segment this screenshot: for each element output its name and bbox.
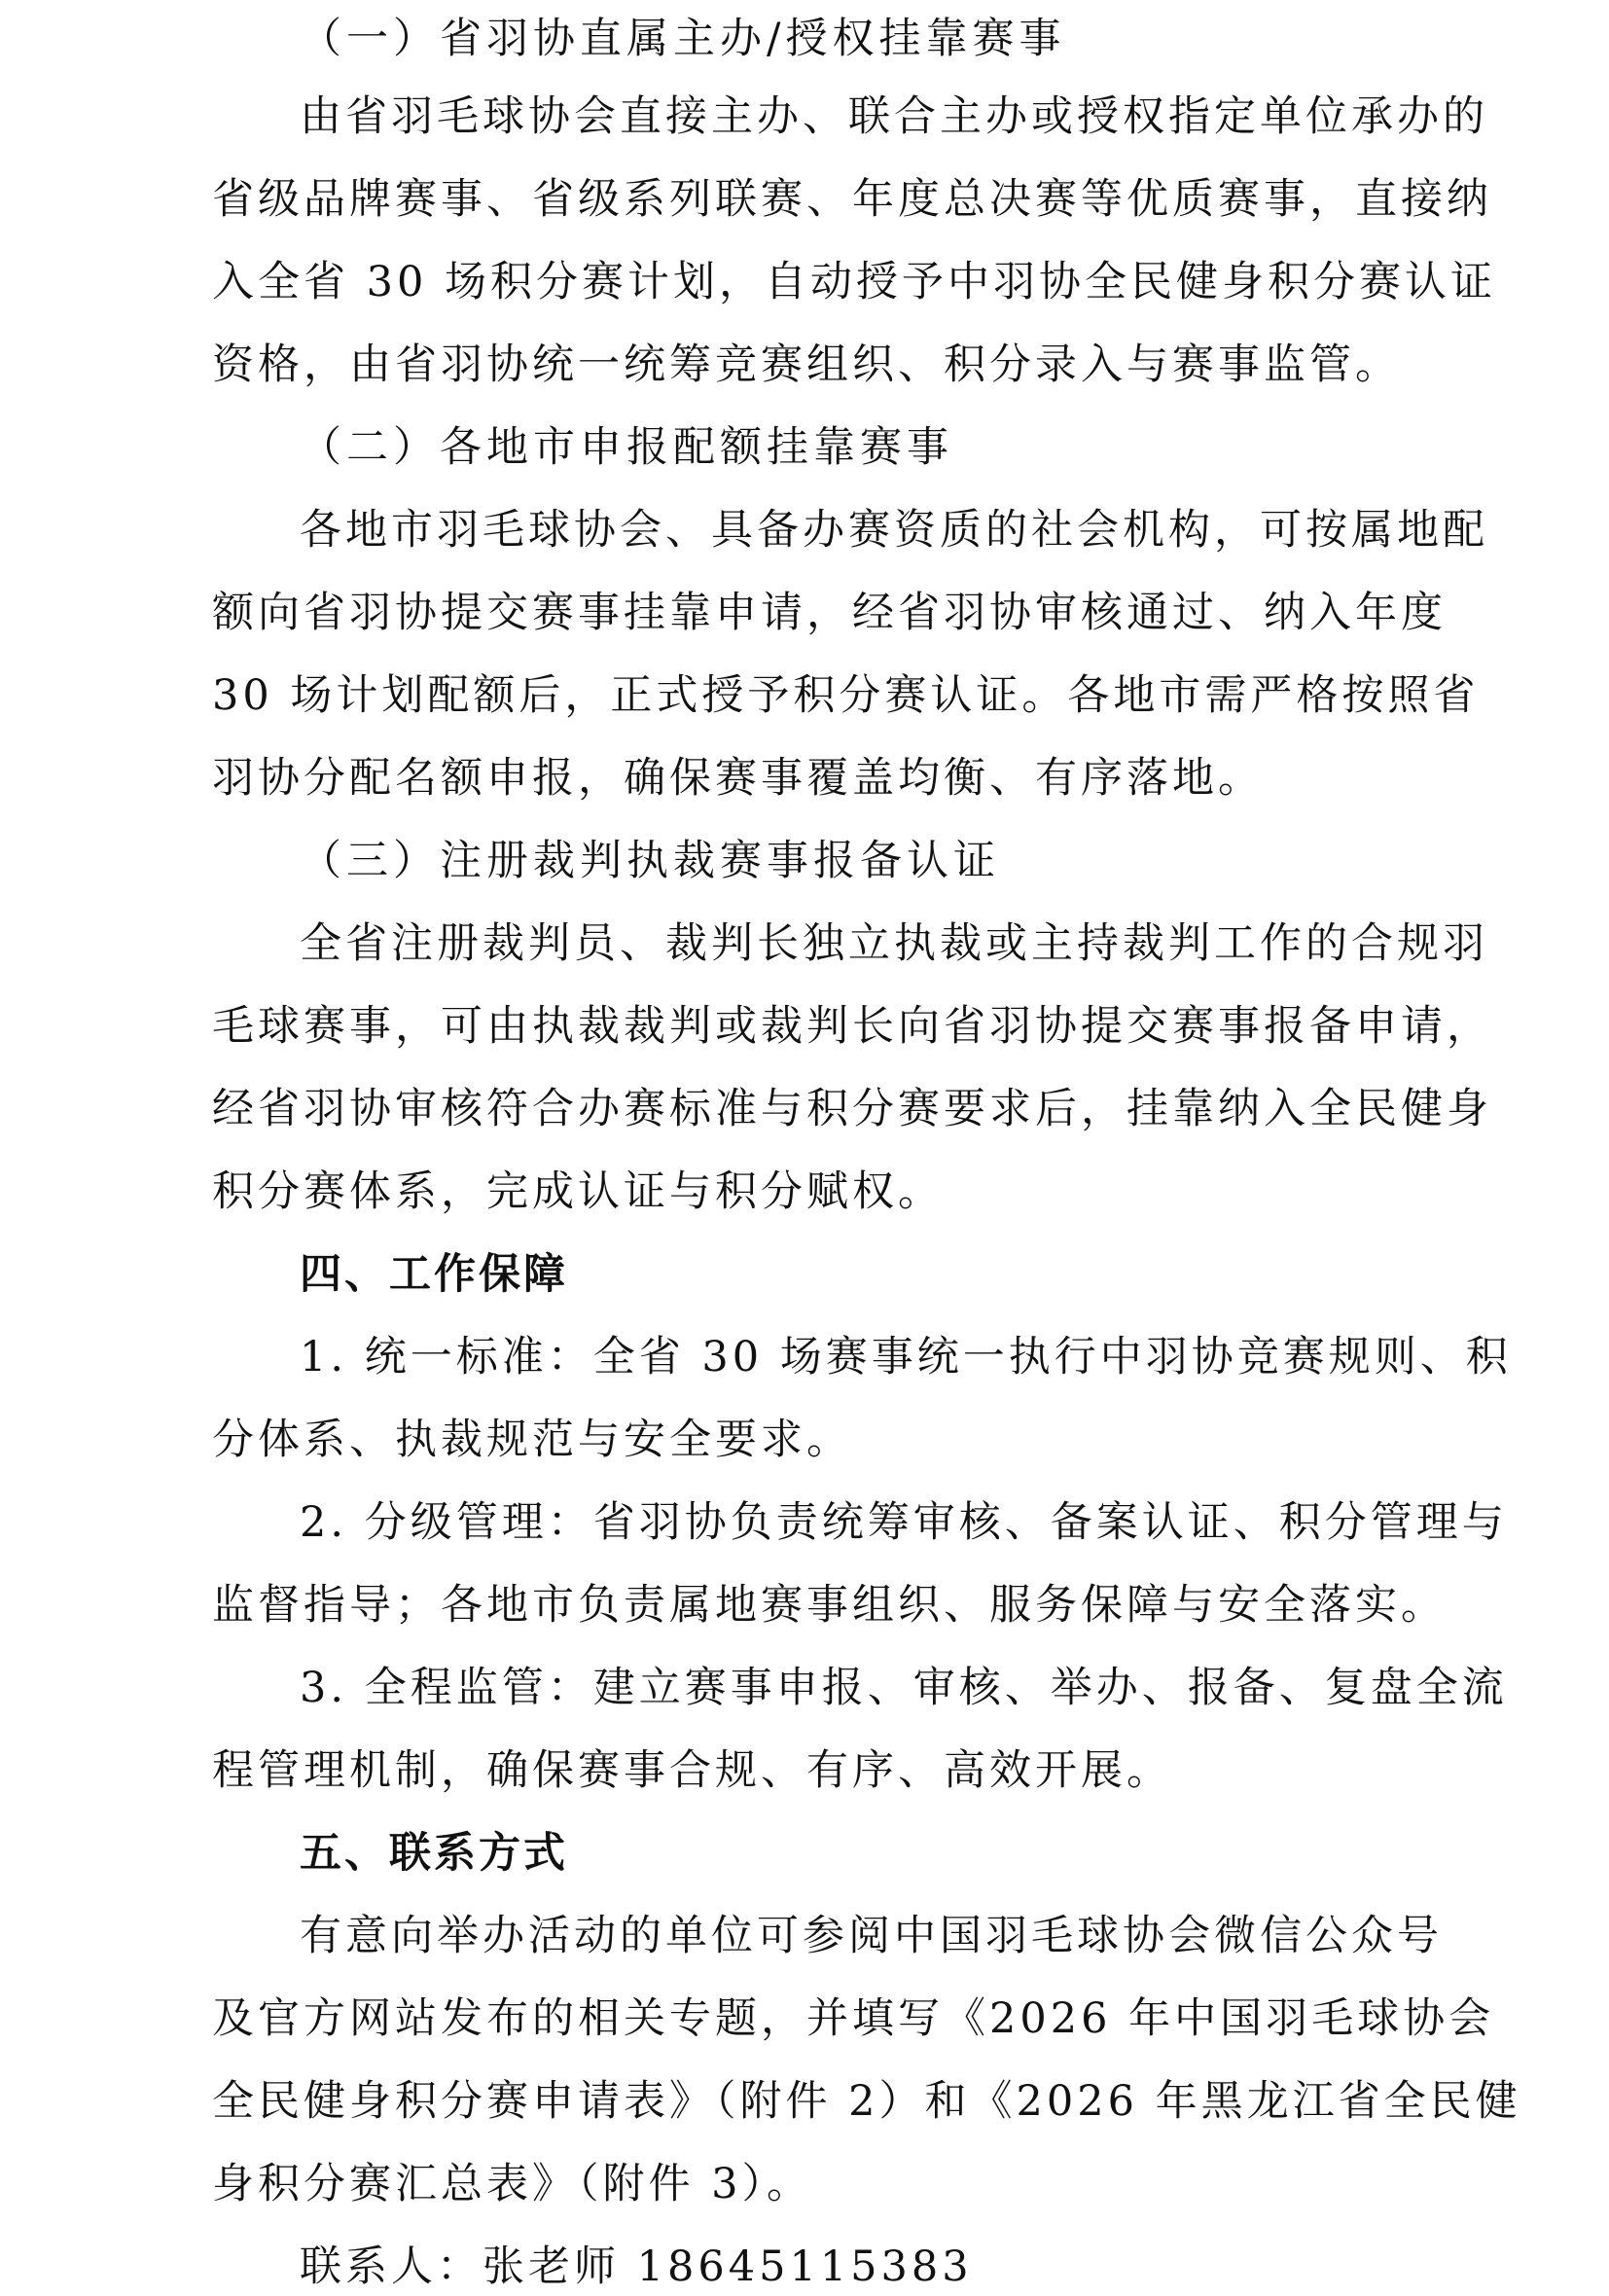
list-item-line: 程管理机制，确保赛事合规、有序、高效开展。 bbox=[212, 1746, 1172, 1795]
paragraph-line: 及官方网站发布的相关专题，并填写《2026 年中国羽毛球协会 bbox=[212, 1994, 1495, 2043]
paragraph-line: 资格，由省羽协统一统筹竞赛组织、积分录入与赛事监管。 bbox=[212, 341, 1401, 389]
paragraph-line: 由省羽毛球协会直接主办、联合主办或授权指定单位承办的 bbox=[300, 92, 1488, 141]
paragraph-line: 经省羽协审核符合办赛标准与积分赛要求后，挂靠纳入全民健身 bbox=[212, 1085, 1492, 1133]
paragraph-line: 全省注册裁判员、裁判长独立执裁或主持裁判工作的合规羽 bbox=[300, 919, 1488, 968]
subsection-title-1: （一）省羽协直属主办/授权挂靠赛事 bbox=[300, 15, 1066, 63]
list-item-line: 分体系、执裁规范与安全要求。 bbox=[212, 1416, 852, 1464]
list-item-line: 1. 统一标准：全省 30 场赛事统一执行中羽协竞赛规则、积 bbox=[300, 1333, 1512, 1381]
subsection-title-3: （三）注册裁判执裁赛事报备认证 bbox=[300, 837, 1000, 885]
paragraph-line: 羽协分配名额申报，确保赛事覆盖均衡、有序落地。 bbox=[212, 754, 1264, 803]
section-heading-4: 四、工作保障 bbox=[300, 1250, 568, 1299]
paragraph-line: 全民健身积分赛申请表》（附件 2）和《2026 年黑龙江省全民健 bbox=[212, 2077, 1521, 2126]
contact-line: 联系人：张老师 18645115383 bbox=[300, 2242, 973, 2291]
paragraph-line: 积分赛体系，完成认证与积分赋权。 bbox=[212, 1167, 944, 1216]
paragraph-line: 30 场计划配额后，正式授予积分赛认证。各地市需严格按照省 bbox=[212, 671, 1480, 720]
subsection-title-2: （二）各地市申报配额挂靠赛事 bbox=[300, 423, 953, 472]
paragraph-line: 额向省羽协提交赛事挂靠申请，经省羽协审核通过、纳入年度 bbox=[212, 589, 1447, 637]
paragraph-line: 省级品牌赛事、省级系列联赛、年度总决赛等优质赛事，直接纳 bbox=[212, 175, 1492, 224]
list-item-line: 2. 分级管理：省羽协负责统筹审核、备案认证、积分管理与 bbox=[300, 1498, 1508, 1547]
paragraph-line: 毛球赛事，可由执裁裁判或裁判长向省羽协提交赛事报备申请， bbox=[212, 1002, 1492, 1051]
list-item-line: 监督指导；各地市负责属地赛事组织、服务保障与安全落实。 bbox=[212, 1581, 1447, 1630]
section-heading-5: 五、联系方式 bbox=[300, 1829, 568, 1878]
paragraph-line: 入全省 30 场积分赛计划，自动授予中羽协全民健身积分赛认证 bbox=[212, 258, 1497, 306]
list-item-line: 3. 全程监管：建立赛事申报、审核、举办、报备、复盘全流 bbox=[300, 1664, 1508, 1712]
paragraph-line: 各地市羽毛球协会、具备办赛资质的社会机构，可按属地配 bbox=[300, 506, 1488, 555]
paragraph-line: 身积分赛汇总表》（附件 3）。 bbox=[212, 2160, 813, 2208]
paragraph-line: 有意向举办活动的单位可参阅中国羽毛球协会微信公众号 bbox=[300, 1912, 1443, 1960]
